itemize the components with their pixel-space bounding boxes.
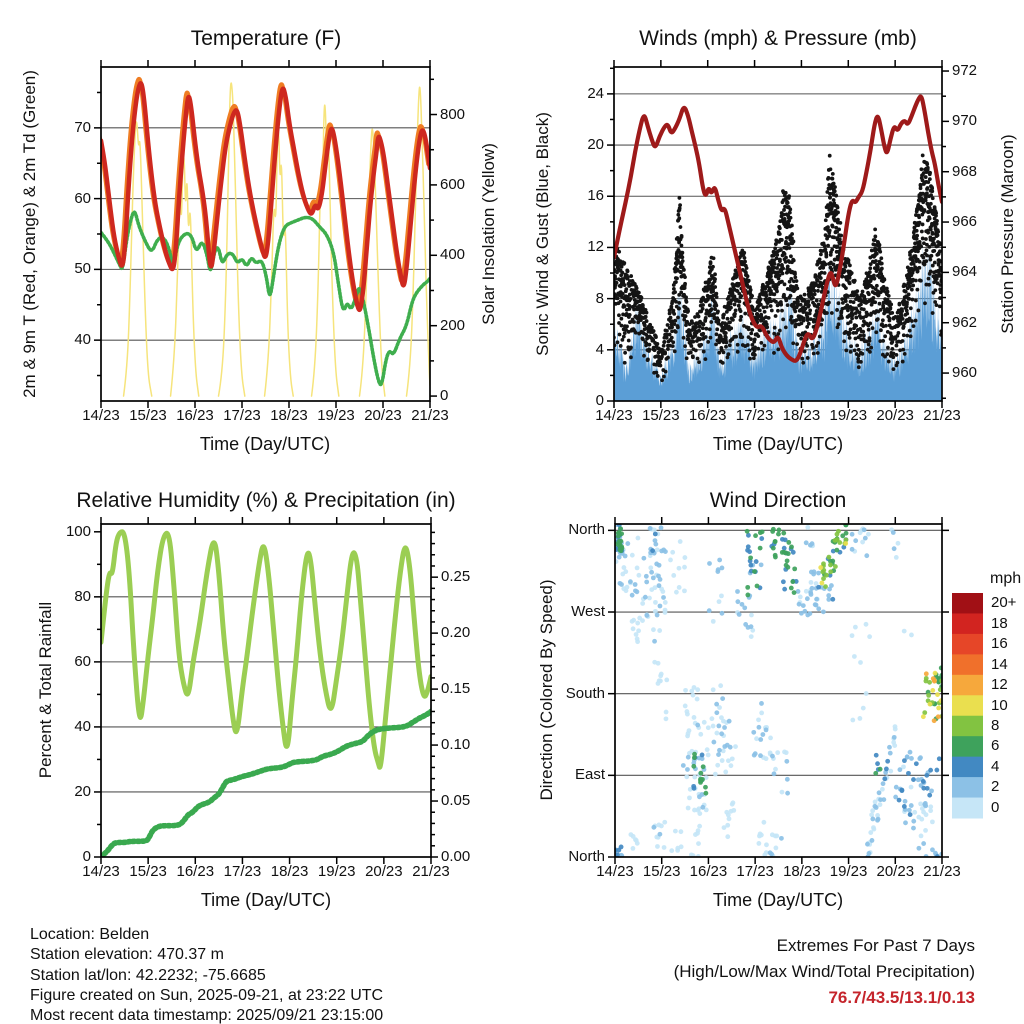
tick-label: 20 — [587, 136, 604, 154]
rainfall-yaxis-left-label: Percent & Total Rainfall — [36, 601, 55, 779]
tick-label: North — [568, 848, 605, 865]
tick-label: 972 — [952, 62, 978, 80]
tick-label: 964 — [952, 263, 978, 281]
tick-label: 17/23 — [735, 407, 774, 424]
tick-label: 50 — [74, 260, 91, 278]
tick-label: 20/23 — [364, 407, 402, 424]
tick-label: 19/23 — [829, 407, 868, 424]
tick-label: 400 — [440, 246, 466, 264]
tick-label: 15/23 — [129, 407, 167, 424]
tick-label: 40 — [74, 331, 91, 349]
tick-label: 19/23 — [317, 863, 356, 880]
data-timestamp-text: Most recent data timestamp: 2025/09/21 23:15:00 — [30, 1007, 384, 1024]
tick-label: 0.10 — [441, 736, 471, 754]
tick-label: 0 — [440, 387, 449, 405]
tick-label: 17/23 — [736, 863, 774, 880]
tick-label: 40 — [74, 717, 91, 735]
tick-label: North — [568, 521, 605, 539]
station-elevation-text: Station elevation: 470.37 m — [30, 946, 224, 963]
tick-label: 20/23 — [876, 863, 915, 880]
tick-label: East — [574, 766, 605, 784]
tick-label: 962 — [952, 313, 978, 331]
tick-label: 16/23 — [176, 407, 214, 424]
temperature-xaxis-label: Time (Day/UTC) — [199, 434, 331, 454]
tick-label: 15/23 — [642, 863, 681, 880]
direction-yaxis-left-label: Direction (Colored By Speed) — [537, 579, 556, 801]
extremes-heading: Extremes For Past 7 Days — [776, 936, 975, 955]
figure-created-text: Figure created on Sun, 2025-09-21, at 23:22 UTC — [30, 987, 384, 1004]
wind-direction-panel-title: Wind Direction — [709, 489, 847, 512]
tick-label: 16 — [587, 187, 604, 205]
tick-label: 800 — [440, 105, 466, 123]
tick-label: 14/23 — [596, 863, 634, 880]
tick-label: 17/23 — [223, 407, 261, 424]
tick-label: 970 — [952, 112, 978, 130]
tick-label: 20+ — [991, 594, 1017, 612]
tick-label: 14/23 — [82, 407, 120, 424]
humidity-precip-panel-title: Relative Humidity (%) & Precipitation (in) — [76, 489, 456, 512]
temperature-panel-title: Temperature (F) — [190, 27, 342, 50]
winds-pressure-panel-title: Winds (mph) & Pressure (mb) — [639, 27, 917, 50]
tick-label: 4 — [595, 340, 604, 358]
tick-label: 21/23 — [923, 863, 961, 880]
tick-label: 18 — [991, 614, 1008, 632]
tick-label: 4 — [991, 757, 1000, 775]
tick-label: 16/23 — [689, 863, 728, 880]
tick-label: 200 — [440, 316, 466, 334]
tick-label: 0.00 — [441, 848, 471, 865]
tick-label: 24 — [587, 84, 604, 102]
tick-label: 21/23 — [412, 863, 450, 880]
tick-label: 0.15 — [441, 680, 471, 698]
winds-xaxis-label: Time (Day/UTC) — [712, 434, 844, 454]
tick-label: 15/23 — [642, 407, 680, 424]
tick-label: 21/23 — [411, 407, 449, 424]
tick-label: 8 — [991, 716, 1000, 734]
tick-label: 16 — [991, 635, 1008, 653]
tick-label: 16/23 — [176, 863, 215, 880]
tick-label: 8 — [595, 289, 604, 307]
colorbar-unit-label: mph — [990, 570, 1022, 587]
tick-label: 0.25 — [441, 568, 471, 586]
tick-label: 12 — [991, 676, 1008, 694]
tick-label: 0 — [82, 848, 91, 865]
tick-label: 18/23 — [270, 407, 308, 424]
tick-label: 2 — [991, 778, 1000, 796]
tick-label: 60 — [74, 189, 91, 207]
tick-label: 80 — [74, 587, 91, 605]
tick-label: 18/23 — [783, 863, 821, 880]
tick-label: 14/23 — [595, 407, 633, 424]
tick-label: 21/23 — [923, 407, 961, 424]
station-latlon-text: Station lat/lon: 42.2232; -75.6685 — [30, 967, 266, 984]
tick-label: 20/23 — [365, 863, 403, 880]
pressure-yaxis-right-label: Station Pressure (Maroon) — [998, 134, 1017, 334]
station-location-text: Location: Belden — [30, 926, 150, 943]
tick-label: 10 — [991, 696, 1008, 714]
tick-label: 17/23 — [223, 863, 262, 880]
tick-label: 70 — [74, 118, 91, 136]
wind-direction-xaxis-label: Time (Day/UTC) — [712, 890, 844, 910]
tick-label: 100 — [65, 522, 91, 540]
tick-label: South — [565, 684, 605, 702]
extremes-values: 76.7/43.5/13.1/0.13 — [828, 988, 975, 1007]
tick-label: 14 — [991, 655, 1008, 673]
extremes-subheading: (High/Low/Max Wind/Total Precipitation) — [673, 962, 975, 981]
tick-label: 6 — [991, 737, 1000, 755]
tick-label: 15/23 — [129, 863, 167, 880]
tick-label: 968 — [952, 162, 978, 180]
tick-label: 0 — [595, 392, 604, 409]
wind-gust-yaxis-left-label: Sonic Wind & Gust (Blue, Black) — [533, 112, 552, 356]
tick-label: 0.20 — [441, 624, 471, 642]
tick-label: West — [571, 603, 605, 620]
tick-label: 18/23 — [782, 407, 821, 424]
insolation-yaxis-right-label: Solar Insolation (Yellow) — [479, 143, 498, 325]
tick-label: 966 — [952, 213, 978, 231]
tick-label: 14/23 — [82, 863, 120, 880]
tick-label: 19/23 — [317, 407, 355, 424]
tick-label: 600 — [440, 175, 466, 193]
tick-label: 60 — [74, 652, 91, 670]
temperature-yaxis-left-label: 2m & 9m T (Red, Orange) & 2m Td (Green) — [20, 70, 39, 398]
tick-label: 960 — [952, 364, 978, 382]
tick-label: 20/23 — [876, 407, 914, 424]
tick-label: 0 — [991, 798, 1000, 816]
tick-label: 20 — [74, 782, 91, 800]
tick-label: 16/23 — [688, 407, 727, 424]
tick-label: 18/23 — [270, 863, 309, 880]
tick-label: 19/23 — [829, 863, 868, 880]
humidity-xaxis-label: Time (Day/UTC) — [200, 890, 332, 910]
tick-label: 0.05 — [441, 792, 471, 810]
tick-label: 12 — [587, 238, 604, 256]
